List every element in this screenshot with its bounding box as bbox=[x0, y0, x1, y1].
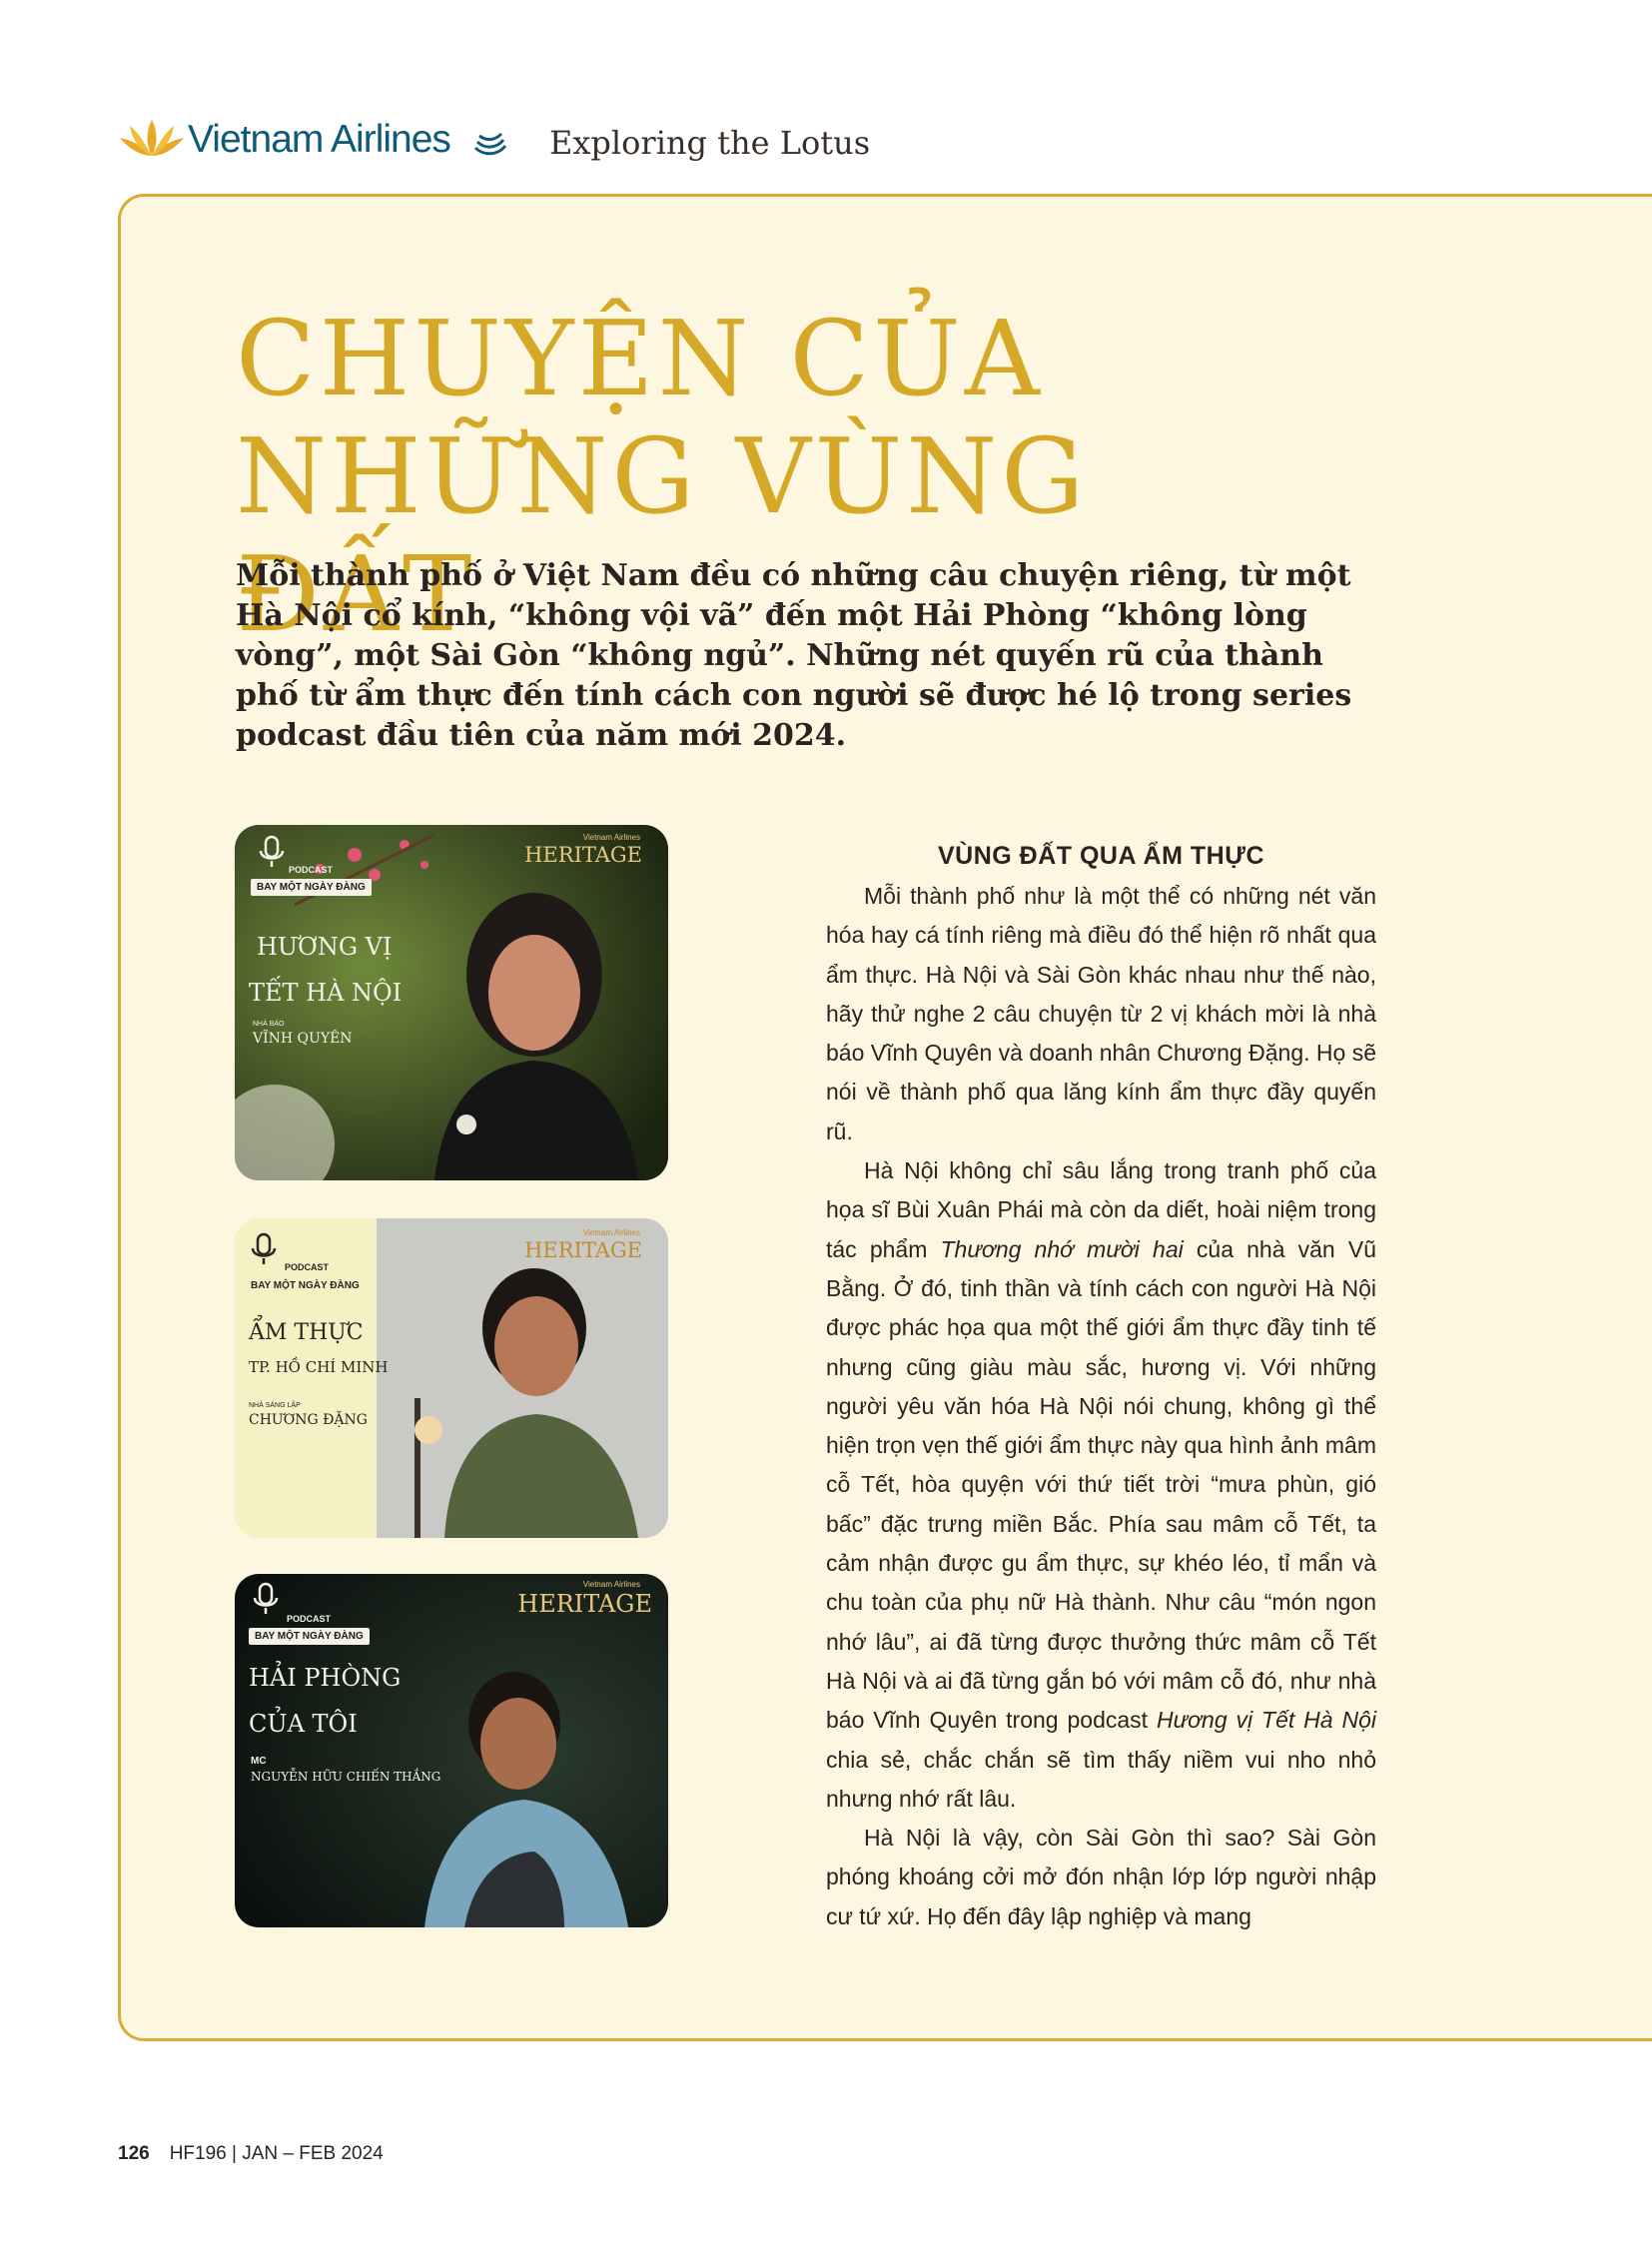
guest-role: NHÀ BÁO bbox=[253, 1021, 285, 1028]
heritage-logo: HERITAGE bbox=[524, 843, 642, 867]
heritage-logo: HERITAGE bbox=[517, 1590, 652, 1618]
episode-title-line-2: CỦA TÔI bbox=[249, 1710, 358, 1738]
guest-role: MC bbox=[251, 1756, 267, 1767]
paragraph-3: Hà Nội là vậy, còn Sài Gòn thì sao? Sài Gòn phóng khoáng cởi mở đón nhận lớp lớp người nhập cư tứ xứ. Họ đến đây lập nghiệp và mang bbox=[826, 1825, 1376, 1929]
microphone-icon bbox=[257, 835, 287, 869]
article-body bbox=[826, 837, 1376, 1936]
microphone-icon bbox=[249, 1232, 279, 1266]
guest-name: CHƯƠNG ĐẶNG bbox=[249, 1412, 368, 1428]
lotus-logo-icon bbox=[118, 116, 186, 162]
podcast-card-hai-phong-cua-toi bbox=[235, 1574, 668, 1927]
brand-name: Vietnam Airlines bbox=[188, 118, 450, 161]
headline-line-1: CHUYỆN CỦA bbox=[236, 298, 1044, 419]
page-number: 126 bbox=[118, 2143, 150, 2164]
episode-title-line-1: HƯƠNG VỊ bbox=[257, 933, 393, 961]
episode-title-line-1: ẨM THỰC bbox=[249, 1320, 364, 1345]
guest-name: VĨNH QUYÊN bbox=[253, 1031, 353, 1047]
paragraph-2-part-c: chia sẻ, chắc chắn sẽ tìm thấy niềm vui nho nhỏ nhưng nhớ rất lâu. bbox=[826, 1746, 1376, 1812]
guest-name: NGUYỄN HỮU CHIẾN THẮNG bbox=[251, 1770, 441, 1784]
heritage-brand-small: Vietnam Airlines bbox=[582, 1580, 640, 1589]
episode-title-line-1: HẢI PHÒNG bbox=[249, 1664, 402, 1692]
issue-label: HF196 | JAN – FEB 2024 bbox=[169, 2143, 384, 2164]
page-folio bbox=[118, 2143, 384, 2165]
heritage-brand-small: Vietnam Airlines bbox=[582, 833, 640, 842]
podcast-label: PODCAST bbox=[289, 865, 334, 875]
paragraph-1: Mỗi thành phố như là một thể có những nét văn hóa hay cá tính riêng mà điều đó thể hiện rõ nhất qua ẩm thực. Hà Nội và Sài Gòn khác nhau như thế nào, hãy thử nghe 2 câu chuyện từ 2 vị khách mời là nhà báo Vĩnh Quyên và doanh nhân Chương Đặng. Họ sẽ nói về thành phố qua lăng kính ẩm thực đầy quyến rũ. bbox=[826, 883, 1376, 1144]
guest-role: NHÀ SÁNG LẬP bbox=[249, 1402, 301, 1409]
episode-title-line-2: TP. HỒ CHÍ MINH bbox=[249, 1358, 389, 1376]
paragraph-2-part-b: của nhà văn Vũ Bằng. Ở đó, tinh thần và tính cách con người Hà Nội được phác họa qua một thế giới ẩm thực đầy tinh tế nhưng cũng giàu màu sắc, hương vị. Với những người yêu văn hóa Hà Nội nói chung, không gì thể hiện trọn vẹn thế giới ẩm thực này qua hình ảnh mâm cỗ Tết, hòa quyện với thứ tiết trời “mưa phùn, gió bấc” đặc trưng miền Bắc. Phía sau mâm cỗ Tết, ta cảm nhận được gu ẩm thực, sự khéo léo, tỉ mẩn và chu toàn của phụ nữ Hà thành. Như câu “món ngon nhớ lâu”, ai đã từng được thưởng thức mâm cỗ Tết Hà Nội và ai đã từng gắn bó với mâm cỗ đó, như nhà báo Vĩnh Quyên trong podcast bbox=[826, 1235, 1376, 1734]
podcast-label: PODCAST bbox=[287, 1614, 332, 1624]
skyteam-icon bbox=[469, 118, 509, 162]
section-subhead: VÙNG ĐẤT QUA ẨM THỰC bbox=[937, 842, 1265, 870]
podcast-card-am-thuc-tp-ho-chi-minh bbox=[235, 1218, 668, 1538]
episode-title-line-2: TẾT HÀ NỘI bbox=[249, 979, 403, 1007]
section-title: Exploring the Lotus bbox=[549, 124, 871, 162]
podcast-card-huong-vi-tet-ha-noi bbox=[235, 825, 668, 1180]
heritage-brand-small: Vietnam Airlines bbox=[582, 1228, 640, 1237]
headline-line-2: NHỮNG VÙNG ĐẤT bbox=[236, 415, 1089, 655]
article-lede: Mỗi thành phố ở Việt Nam đều có những câu chuyện riêng, từ một Hà Nội cổ kính, “không vội vã” đến một Hải Phòng “không lòng vòng”, một Sài Gòn “không ngủ”. Những nét quyến rũ của thành phố từ ẩm thực đến tính cách con người sẽ được hé lộ trong series podcast đầu tiên của năm mới 2024. bbox=[236, 558, 1352, 753]
podcast-title: Hương vị Tết Hà Nội bbox=[1156, 1707, 1376, 1734]
podcast-label: PODCAST bbox=[285, 1262, 330, 1272]
paragraph-2-part-a: Hà Nội không chỉ sâu lắng trong tranh phố của họa sĩ Bùi Xuân Phái mà còn da diết, hoài niệm trong tác phẩm bbox=[826, 1157, 1376, 1262]
microphone-icon bbox=[251, 1582, 281, 1616]
series-label: BAY MỘT NGÀY ĐÀNG bbox=[251, 1280, 360, 1291]
book-title: Thương nhớ mười hai bbox=[940, 1235, 1184, 1262]
magazine-header bbox=[118, 112, 1017, 172]
series-badge: BAY MỘT NGÀY ĐÀNG bbox=[251, 879, 372, 896]
series-badge: BAY MỘT NGÀY ĐÀNG bbox=[249, 1628, 370, 1645]
heritage-logo: HERITAGE bbox=[524, 1238, 642, 1262]
paragraph-2 bbox=[826, 1151, 1376, 1819]
